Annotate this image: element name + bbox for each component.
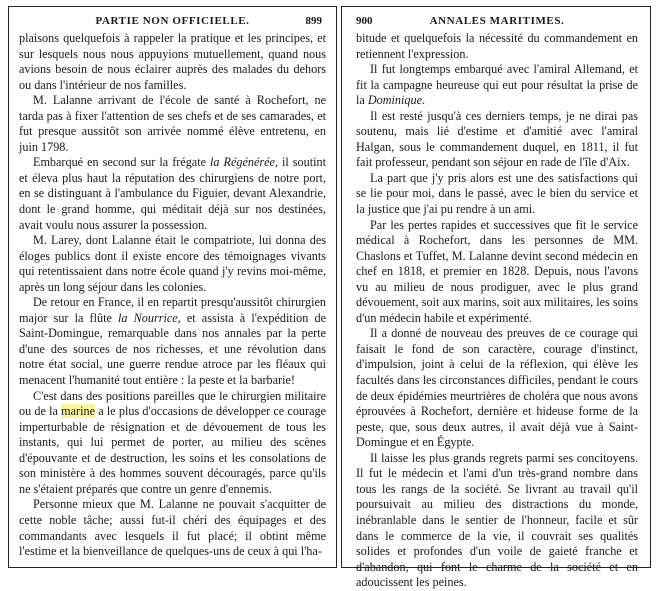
right-page [341,6,651,590]
paragraph [19,497,326,559]
highlighted-term: marine [61,404,95,419]
paragraph-text: Il fut longtemps embarqué avec l'amiral Allemand, et fit la campagne heureuse qui eut pour résultat la prise de la [356,62,638,108]
paragraph [356,218,638,327]
running-title: ANNALES MARITIMES. [429,15,565,27]
running-title: PARTIE NON OFFICIELLE. [95,15,250,27]
italic-text: la Nourrice [118,310,178,325]
paragraph-text: La part que j'y pris alors est une des satisfactions qui se lie pour moi, dans le passé, avec le bien du service et la justice que j'ai pu rendre à un ami. [356,170,638,217]
paragraph [19,295,326,388]
paragraph-text: M. Larey, dont Lalanne était le compatriote, lui donna des éloges publics dont il existe encore des témoignages vivants qui retentissaient dans notre école quand j'y revins moi-même, après un long séjour dans les colonies. [19,233,326,294]
paragraph-text: Par les pertes rapides et successives que fit le service médical à Rochefort, dans les personnes de MM. Chaslons et Tuffet, M. Lalanne devint second médecin en chef en 1818, et premier en 1828. Depuis, nous l'avons vu au milieu de nous prodiguer, avec le plus grand dévouement, soit aux marins, soit aux militaires, les soins d'un médecin habile et expérimenté. [356,217,638,325]
paragraph [19,93,326,155]
right-page-body [356,31,638,591]
paragraph-text: a le plus d'occasions de développer ce courage imperturbable de résignation et de dévouement de tous les instants, qui lui permet de porter, au milieu des scènes d'épouvante et de destruction, les soins et les consolations de son ministère à des hommes souvent découragés, parce qu'ils ne s'étaient préparés que contre un genre d'ennemis. [19,404,326,496]
italic-text: Dominique [367,93,423,108]
paragraph [356,31,638,62]
paragraph [19,389,326,498]
paragraph-text: , et assista à l'expédition de Saint-Domingue, remarquable dans nos annales par la perte d'une des sources de nos richesses, et une révolution dans notre état social, une guerre rendue atroce par les fléaux qui menacent l'humanité tout entière : la peste et la barbarie! [19,310,326,388]
paragraph [356,451,638,591]
paragraph [356,109,638,171]
italic-text: la Régénérée [210,155,275,170]
paragraph [356,62,638,109]
paragraph-text: C'est dans des positions pareilles que le chirurgien militaire ou de la [19,388,326,419]
paragraph [356,171,638,218]
paragraph-text: , il soutint et éleva plus haut la réputation des chirurgiens de notre port, en se distinguant à l'ambulance du Figuier, devant Alexandrie, dont le grand homme, qui méditait déjà sur nos destinées, avait voulu nous assurer la possession. [19,155,326,232]
paragraph-text: Il est resté jusqu'à ces derniers temps, je ne dirai pas soutenu, mais lié d'estime et d'amitié avec l'amiral Halgan, sous le commandement duquel, en 1811, il fut fait professeur, pendant son séjour en rade de l'île d'Aix. [356,108,638,170]
paragraph-text: plaisons quelquefois à rappeler la pratique et les principes, et sur lesquels nous nous appuyions mutuellement, quand nous avions besoin de nous éclairer auprès des malades du dehors ou dans l'intérieur de nos familles. [19,31,326,92]
paragraph-text: Il a donné de nouveau des preuves de ce courage qui faisait le fond de son caractère, courage d'instinct, d'impulsion, joint à celui de la réflexion, qui élève les facultés dans les circonstances difficiles, pendant le cours de deux épidémies meurtrières de choléra que nous avons éprouvées à Rochefort, dernière et hideuse forme de la peste, que, sous deux autres, il avait déjà vue à Saint-Domingue et en Égypte. [356,326,638,450]
page-number: 900 [356,15,373,27]
paragraph [19,155,326,233]
left-page-body [19,31,326,560]
left-page-header [19,15,326,31]
paragraph-text: bitude et quelquefois la nécessité du commandement en retiennent l'expression. [356,31,638,61]
page-number: 899 [305,15,322,27]
paragraph-text: Personne mieux que M. Lalanne ne pouvait s'acquitter de cette noble tâche; aussi fut-il chéri des équipages et des commandants avec lesquels il fut placé; il obtint même l'estime et la bienveillance de quelques-uns de ceux à qui l'ha- [19,497,326,559]
paragraph-text: . [422,93,426,108]
paragraph [19,31,326,93]
paragraph [19,233,326,295]
paragraph [356,326,638,450]
paragraph-text: De retour en France, il en repartit presqu'aussitôt chirurgien major sur la flûte [19,295,326,325]
paragraph-text: Embarqué en second sur la frégate [33,155,211,170]
left-page [8,6,337,568]
paragraph-text: Il laisse les plus grands regrets parmi ses concitoyens. Il fut le médecin et l'ami d'un très-grand nombre dans tous les rangs de la société. Se livrant au travail qu'il poursuivait au milieu des distractions du monde, inébranlable dans le sentier de l'honneur, facile et sûr dans le commerce de la vie, il couvrait ses qualités solides et profondes d'un voile de gaieté franche et d'abandon, qui font le charme de la société et en adoucissent les peines. [356,450,638,590]
paragraph-text: M. Lalanne arrivant de l'école de santé à Rochefort, ne tarda pas à fixer l'attention de ses chefs et de ses camarades, et fut presque aussitôt son arrivée nommé élève entretenu, en juin 1798. [19,93,326,154]
right-page-header [356,15,638,31]
